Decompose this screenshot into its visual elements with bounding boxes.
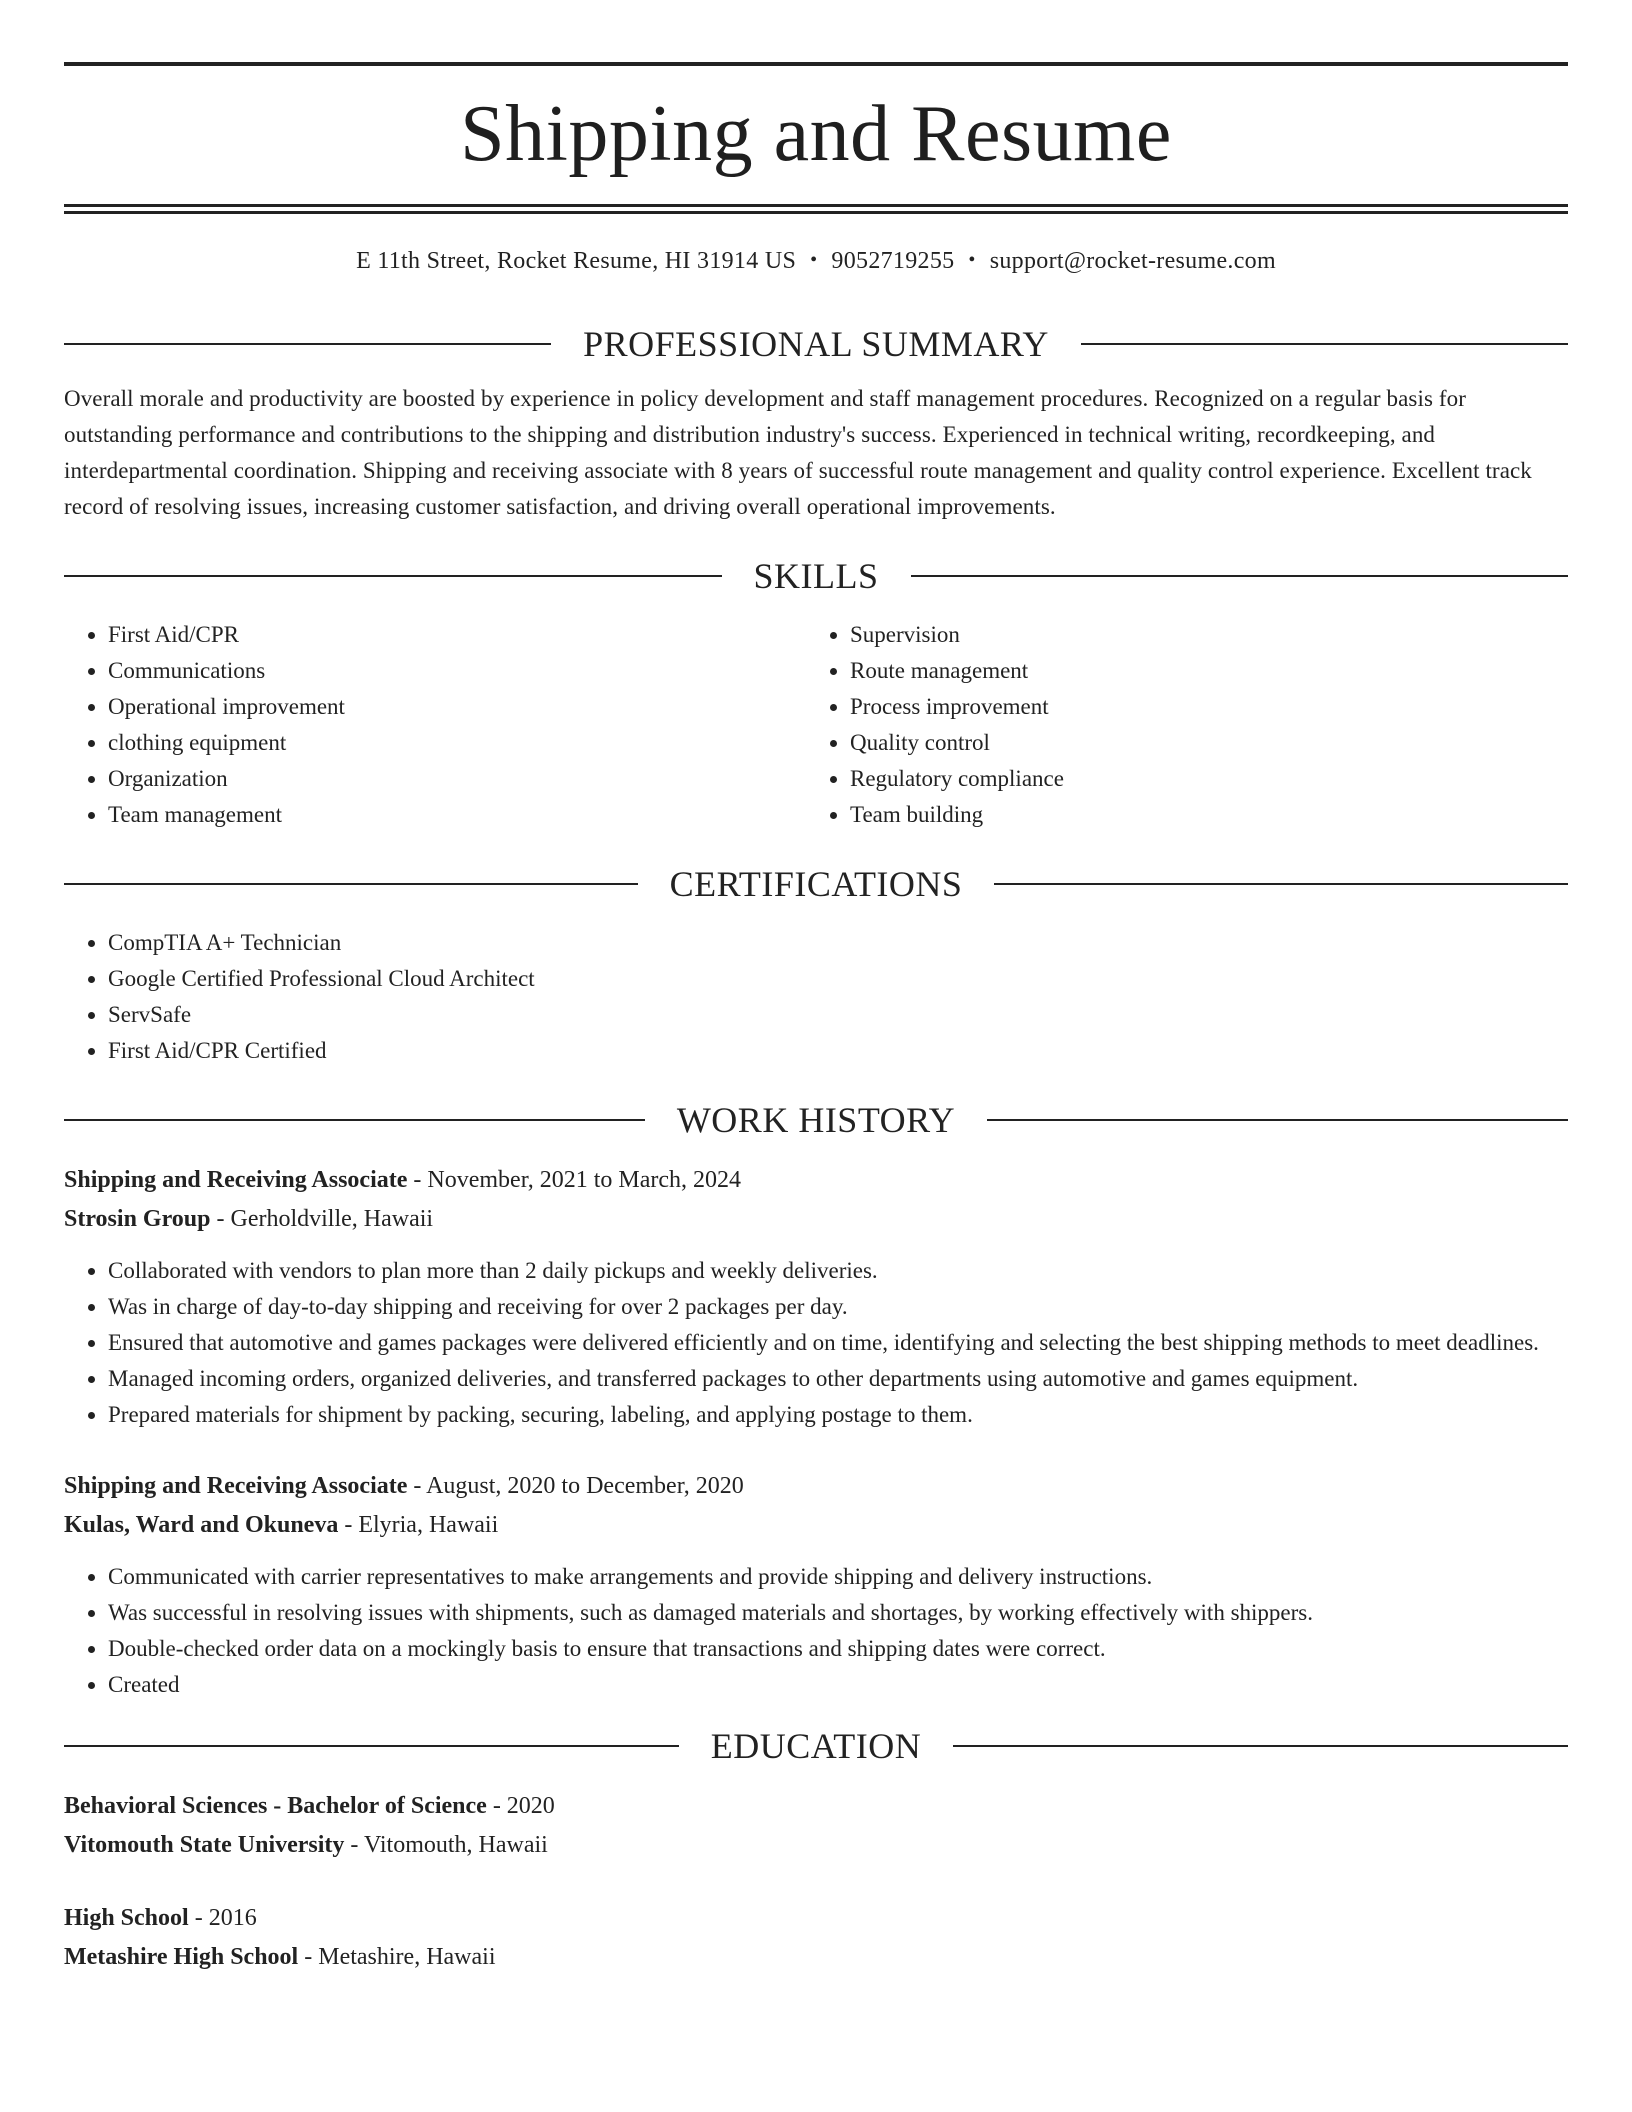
job-bullet: • Managed incoming orders, organized deliveries, and transferred packages to other departments using automotive and games equipment.	[108, 1361, 1568, 1397]
skill-item: • Regulatory compliance	[850, 761, 1548, 797]
skills-list-right	[806, 617, 1548, 833]
certification-item: • First Aid/CPR Certified	[108, 1033, 1568, 1069]
education-school: Vitomouth State University	[64, 1832, 345, 1858]
job-location: - Gerholdville, Hawaii	[210, 1206, 434, 1232]
job-entry	[64, 1161, 1568, 1433]
certification-item: • CompTIA A+ Technician	[108, 925, 1568, 961]
skill-item: • Communications	[108, 653, 806, 689]
resume-page	[64, 0, 1568, 1977]
skills-column-right	[806, 617, 1548, 833]
section-rule-left	[64, 883, 638, 885]
job-bullet: • Collaborated with vendors to plan more than 2 daily pickups and weekly deliveries.	[108, 1253, 1568, 1289]
job-entry	[64, 1467, 1568, 1703]
resume-name: Shipping and Resume	[460, 90, 1172, 178]
job-title-line	[64, 1467, 1568, 1506]
job-bullet: • Created	[108, 1667, 1568, 1703]
job-company-line	[64, 1506, 1568, 1545]
education-entry	[64, 1899, 1568, 1977]
education-degree-line	[64, 1787, 1568, 1826]
skill-item: • Process improvement	[850, 689, 1548, 725]
contact-phone: 9052719255	[831, 248, 955, 274]
section-rule-left	[64, 343, 551, 345]
section-rule-right	[994, 883, 1568, 885]
summary-text: Overall morale and productivity are boosted by experience in policy development and staff management procedures. Recognized on a regular basis for outstanding performance and contributions to the shipping and distribution industry's success. Experienced in technical writing, recordkeeping, and interdepartmental coordination. Shipping and receiving associate with 8 years of successful route management and quality control experience. Excellent track record of resolving issues, increasing customer satisfaction, and driving overall operational improvements.	[64, 386, 1532, 519]
education-school-line	[64, 1826, 1568, 1865]
section-title-certifications: CERTIFICATIONS	[669, 864, 963, 904]
name-rule-1	[64, 204, 1568, 207]
education-school: Metashire High School	[64, 1944, 299, 1970]
job-dates: - November, 2021 to March, 2024	[407, 1167, 742, 1193]
name-rule-2	[64, 211, 1568, 214]
job-bullets	[64, 1559, 1568, 1703]
job-bullet: • Prepared materials for shipment by packing, securing, labeling, and applying postage to them.	[108, 1397, 1568, 1433]
section-rule-right	[911, 575, 1569, 577]
education-entry	[64, 1787, 1568, 1865]
section-title-education: EDUCATION	[710, 1726, 922, 1766]
section-rule-right	[1081, 343, 1568, 345]
job-role: Shipping and Receiving Associate	[64, 1167, 408, 1193]
contact-separator: •	[968, 249, 976, 271]
contact-separator: •	[810, 249, 818, 271]
education-degree: Behavioral Sciences - Bachelor of Science	[64, 1793, 487, 1819]
certifications-list	[64, 925, 1568, 1069]
skill-item: • Team building	[850, 797, 1548, 833]
education-year: - 2016	[188, 1905, 257, 1931]
skills-grid	[64, 617, 1568, 833]
job-title-line	[64, 1161, 1568, 1200]
job-bullet: • Was successful in resolving issues with shipments, such as damaged materials and shortages, by working effectively with shippers.	[108, 1595, 1568, 1631]
skill-item: • First Aid/CPR	[108, 617, 806, 653]
section-rule-left	[64, 1745, 679, 1747]
education-school-line	[64, 1938, 1568, 1977]
skill-item: • Team management	[108, 797, 806, 833]
education-location: - Vitomouth, Hawaii	[344, 1832, 548, 1858]
section-header-skills	[64, 555, 1568, 597]
section-rule-left	[64, 1119, 645, 1121]
job-bullets	[64, 1253, 1568, 1433]
job-company-line	[64, 1200, 1568, 1239]
education-year: - 2020	[486, 1793, 555, 1819]
skill-item: • Supervision	[850, 617, 1548, 653]
job-bullet: • Was in charge of day-to-day shipping and receiving for over 2 packages per day.	[108, 1289, 1568, 1325]
education-degree: High School	[64, 1905, 189, 1931]
job-dates: - August, 2020 to December, 2020	[407, 1473, 744, 1499]
skill-item: • clothing equipment	[108, 725, 806, 761]
skill-item: • Route management	[850, 653, 1548, 689]
section-header-certifications	[64, 863, 1568, 905]
job-company: Kulas, Ward and Okuneva	[64, 1512, 339, 1538]
certifications-block	[64, 925, 1568, 1069]
section-title-work: WORK HISTORY	[676, 1100, 956, 1140]
job-location: - Elyria, Hawaii	[338, 1512, 499, 1538]
job-company: Strosin Group	[64, 1206, 211, 1232]
skill-item: • Quality control	[850, 725, 1548, 761]
section-rule-right	[953, 1745, 1568, 1747]
skills-list-left	[64, 617, 806, 833]
education-location: - Metashire, Hawaii	[298, 1944, 496, 1970]
job-bullet: • Ensured that automotive and games packages were delivered efficiently and on time, identifying and selecting the best shipping methods to meet deadlines.	[108, 1325, 1568, 1361]
section-title-skills: SKILLS	[753, 556, 879, 596]
contact-email: support@rocket-resume.com	[989, 248, 1276, 274]
skill-item: • Operational improvement	[108, 689, 806, 725]
section-title-summary: PROFESSIONAL SUMMARY	[583, 324, 1049, 364]
skill-item: • Organization	[108, 761, 806, 797]
job-role: Shipping and Receiving Associate	[64, 1473, 408, 1499]
section-rule-right	[987, 1119, 1568, 1121]
section-header-work	[64, 1099, 1568, 1141]
contact-line	[64, 248, 1568, 275]
education-degree-line	[64, 1899, 1568, 1938]
section-rule-left	[64, 575, 722, 577]
certification-item: • ServSafe	[108, 997, 1568, 1033]
job-bullet: • Double-checked order data on a mockingly basis to ensure that transactions and shipping dates were correct.	[108, 1631, 1568, 1667]
section-header-summary	[64, 323, 1568, 365]
certification-item: • Google Certified Professional Cloud Architect	[108, 961, 1568, 997]
section-header-education	[64, 1725, 1568, 1767]
contact-address: E 11th Street, Rocket Resume, HI 31914 US	[356, 248, 797, 274]
job-bullet: • Communicated with carrier representatives to make arrangements and provide shipping and delivery instructions.	[108, 1559, 1568, 1595]
skills-column-left	[64, 617, 806, 833]
